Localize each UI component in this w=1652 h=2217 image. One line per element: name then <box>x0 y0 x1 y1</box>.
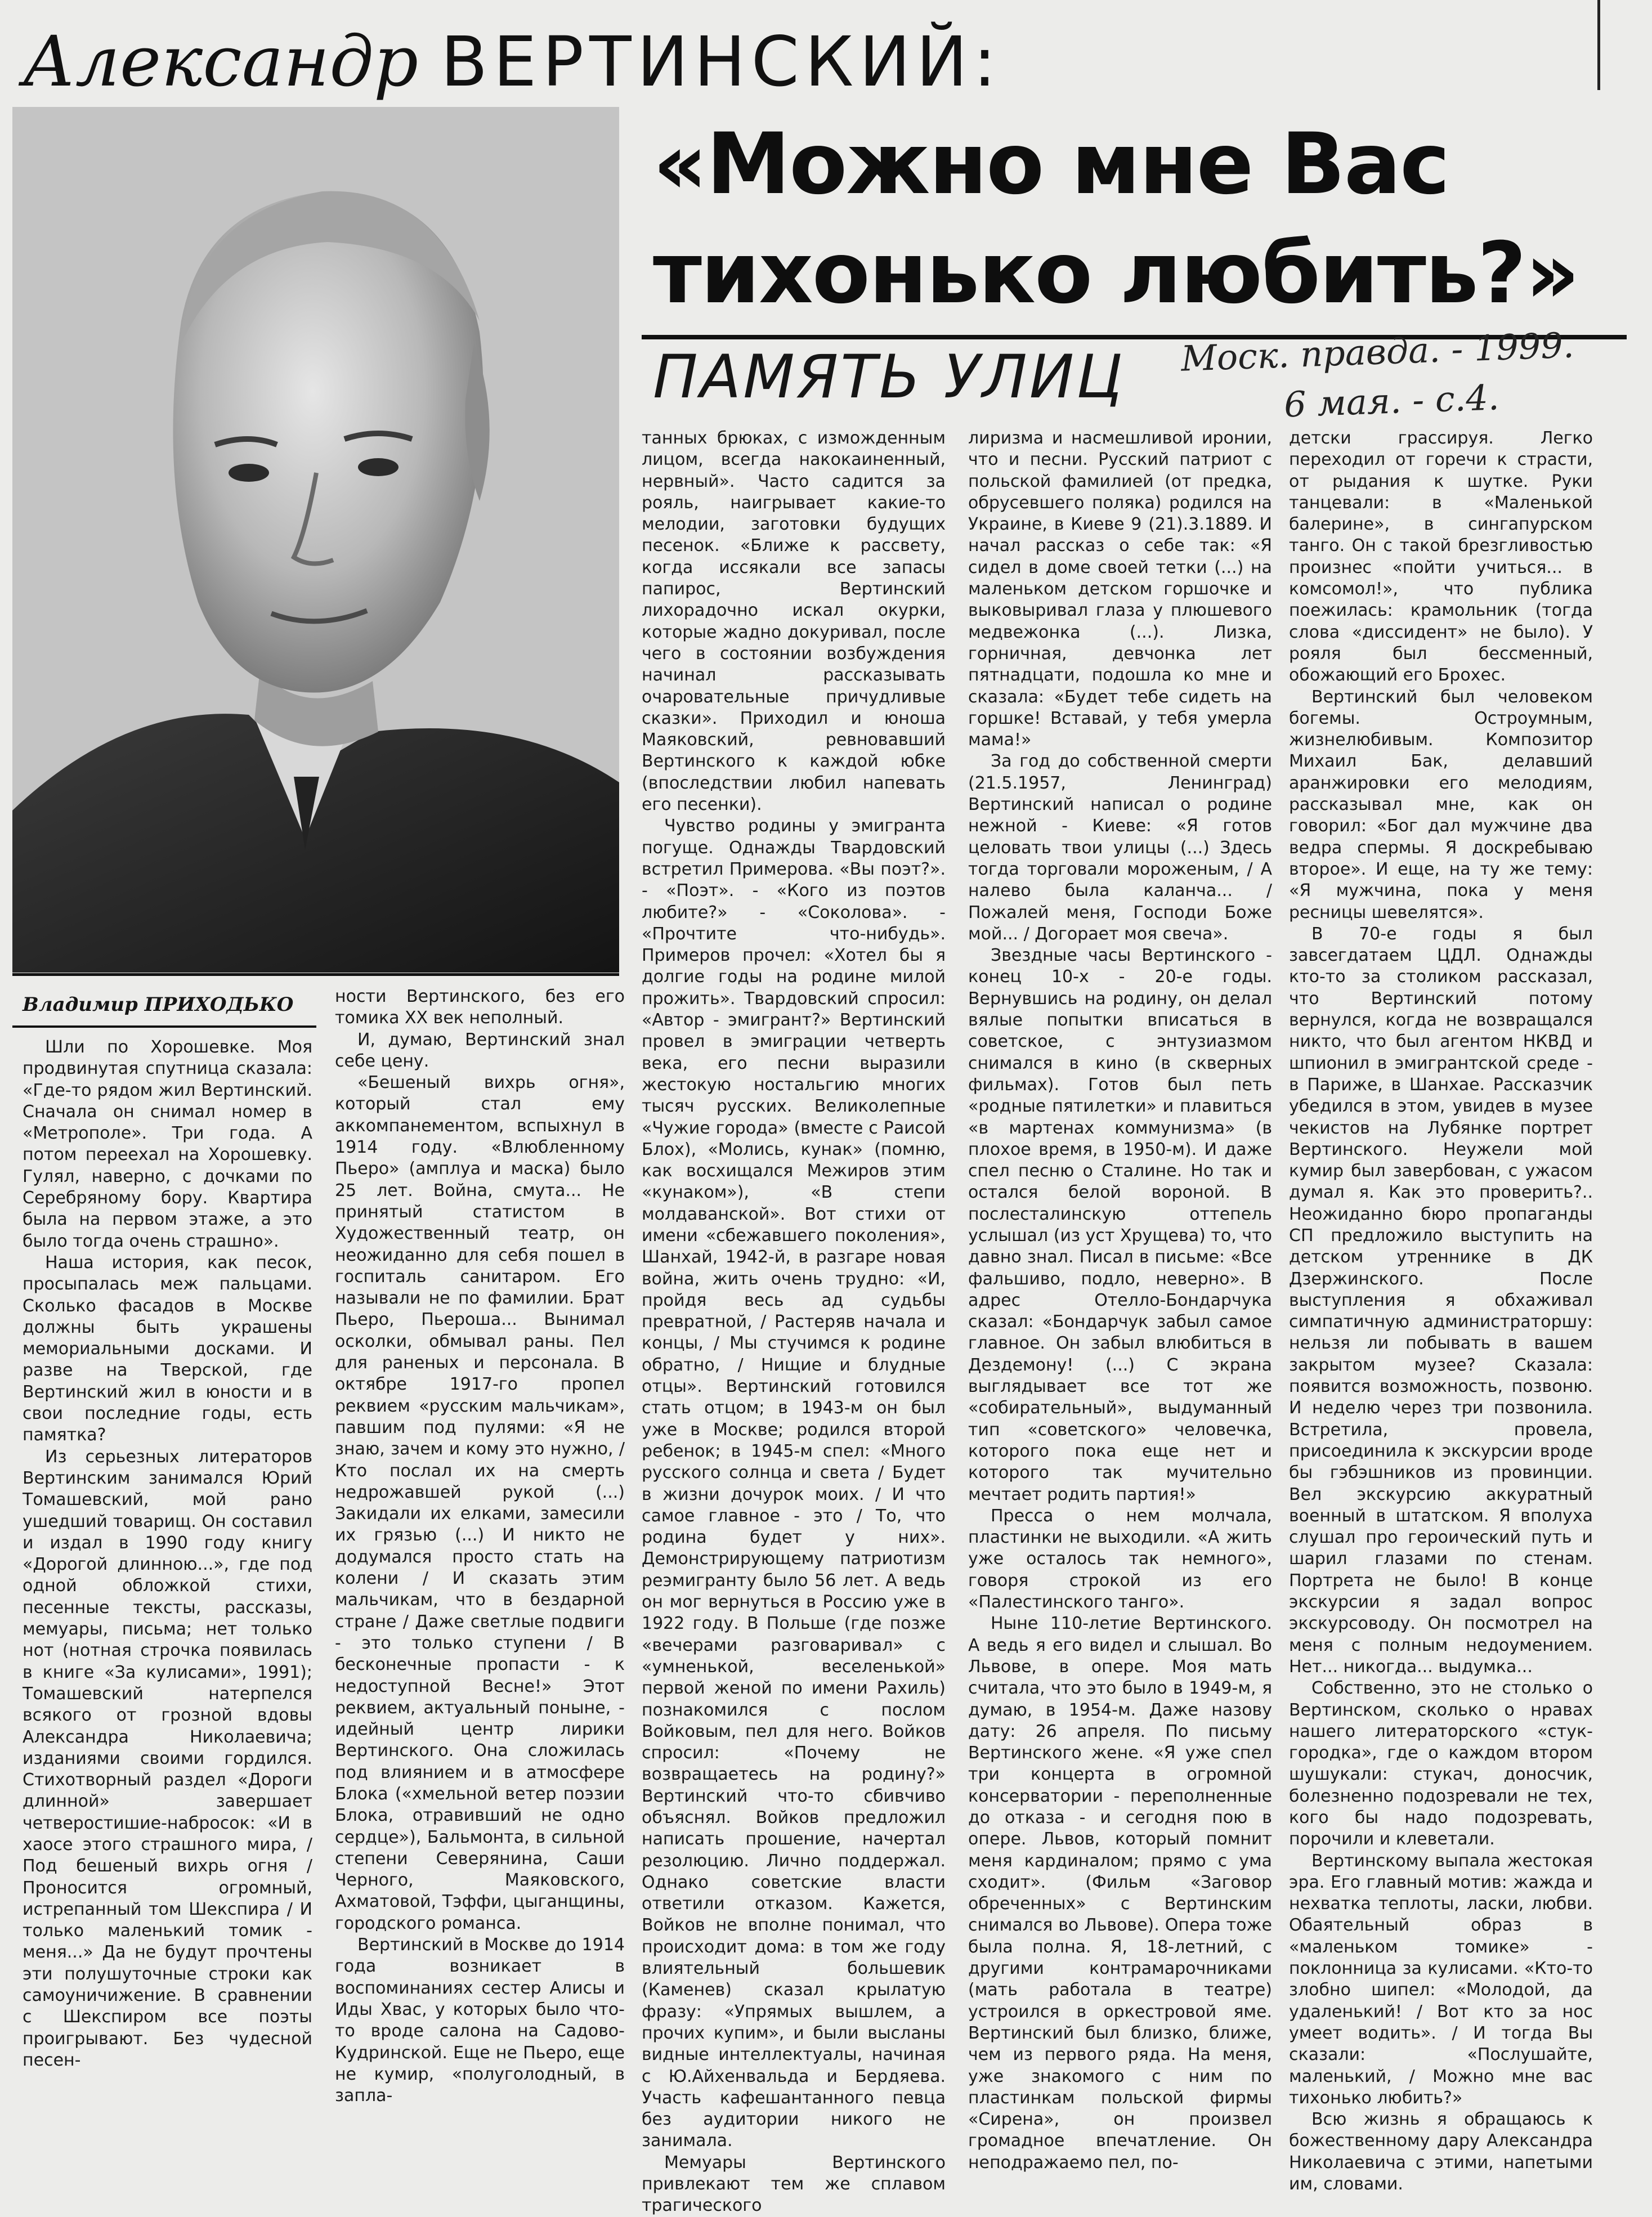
headline-line-1: «Можно мне Вас <box>653 115 1449 213</box>
kicker <box>23 11 1148 113</box>
paragraph: За год до собственной смерти (21.5.1957, Ленинград) Вертинский написал о родине нежной - Киеве: «Я готов целовать твои улицы (...) Здесь тогда торговали мороженым, / А налево была каланча... / Пожалей меня, Господи Боже мой... / Догорает моя свеча». <box>968 751 1272 944</box>
article-column-1 <box>23 1037 312 2070</box>
paragraph: Наша история, как песок, просыпалась меж пальцами. Сколько фасадов в Москве должны быть украшены мемориальными досками. И разве на Тверской, где Вертинский жил в юности и в свои последние годы, есть памятка? <box>23 1252 312 1445</box>
paragraph: лиризма и насмешливой иронии, что и песни. Русский патриот с польской фамилией (от предка, обрусевшего поляка) родился на Украине, в Киеве 9 (21).3.1889. И начал рассказ о себе так: «Я сидел в доме своей тетки (...) на маленьком детском горшочке и выковыривал глаза у плюшевого медвежонка (...). Лизка, горничная, девчонка лет пятнадцати, подошла ко мне и сказала: «Будет тебе сидеть на горшке! Вставай, у тебя умерла мама!» <box>968 428 1272 750</box>
paragraph: Звездные часы Вертинского - конец 10-х - 20-е годы. Вернувшись на родину, он делал вялые попытки вписаться в советское, с энтузиазмом снимался в кино (в скверных фильмах). Готов был петь «родные пятилетки» и плавиться «в мартенах коммунизма» (в плохое время, в 1950-м). И даже спел песню о Сталине. Но так и остался белой вороной. В послесталинскую оттепель услышал (из уст Хрущева) то, что давно знал. Писал в письме: «Все фальшиво, подло, неверно». В адрес Отелло-Бондарчука сказал: «Бондарчук забыл самое главное. Он забыл влюбиться в Дездемону! (...) С экрана выглядывает все тот же «собирательный», выдуманный тип «советского» человечка, которого пока еще нет и которого так мучительно мечтает родить партия!» <box>968 946 1272 1504</box>
byline-rule <box>12 1025 316 1028</box>
paragraph: Ныне 110-летие Вертинского. А ведь я его видел и слышал. Во Львове, в опере. Моя мать считала, что это было в 1949-м, я думаю, в 1954-м. Даже назову дату: 26 апреля. По письму Вертинского жене. «Я уже спел три концерта в огромной консерватории - переполненные до отказа - и сегодня пою в опере. Львов, который помнит меня кардиналом; прямо с ума сходит». (Фильм «Заговор обреченных» с Вертинским снимался во Львове). Опера тоже была полна. Я, 18-летний, с другими контрамарочниками (мать работала в театре) устроился в оркестровой яме. Вертинский был близко, ближе, чем из первого ряда. На меня, уже знакомого с ним по пластинкам польской фирмы «Сирена», он произвел громадное впечатление. Он неподражаемо пел, по- <box>968 1614 1272 2173</box>
paragraph: Мемуары Вертинского привлекают тем же сплавом трагического <box>642 2152 946 2216</box>
paragraph: Вертинский был человеком богемы. Остроумным, жизнелюбивым. Композитор Михаил Бак, делавший аранжировки его мелодиям, рассказывал мне, как он говорил: «Бог дал мужчине два ведра спермы. Я доскребываю второе». И еще, на ту же тему: «Я мужчина, пока у меня ресницы шевелятся». <box>1289 687 1593 922</box>
headline <box>653 110 1649 328</box>
kicker-name: Александр <box>23 21 419 102</box>
kicker-surname: ВЕРТИНСКИЙ: <box>440 22 1002 102</box>
article-column-2 <box>335 986 625 2106</box>
section-title: ПАМЯТЬ УЛИЦ <box>653 342 1125 411</box>
photo-bottom-rule <box>12 973 619 976</box>
article-column-4 <box>968 428 1272 2173</box>
handnote-line-2: 6 мая. - с.4. <box>1283 377 1500 426</box>
handnote-line-1: Моск. правда. - 1999. <box>1180 324 1575 379</box>
paragraph: танных брюках, с изможденным лицом, всегда накокаиненный, нервный». Часто садится за рояль, наигрывает какие-то мелодии, заготовки будущих песенок. «Ближе к рассвету, когда иссякали все запасы папирос, Вертинский лихорадочно искал окурки, которые жадно докуривал, после чего в состоянии возбуждения начинал рассказывать очаровательные причудливые сказки». Приходил и юноша Маяковский, ревновавший Вертинского к каждой юбке (впоследствии любил напевать его песенки). <box>642 428 946 815</box>
paragraph: детски грассируя. Легко переходил от горечи к страсти, от рыдания к шутке. Руки танцевали: в «Маленькой балерине», в сингапурском танго. Он с такой брезгливостью произнес «пойти учиться... в комсомол!», что публика поежилась: крамольник (тогда слова «диссидент» не было). У рояля был бессменный, обожающий его Брохес. <box>1289 428 1593 686</box>
paragraph: В 70-е годы я был завсегдатаем ЦДЛ. Однажды кто-то за столиком рассказал, что Вертинский потому вернулся, когда не возвращался никто, что был агентом НКВД и шпионил в эмигрантской среде - в Париже, в Шанхае. Рассказчик убедился в этом, увидев в музее чекистов на Лубянке портрет Вертинского. Неужели мой кумир был завербован, с ужасом думал я. Как это проверить?.. Неожиданно бюро пропаганды СП предложило выступить на детском утреннике в ДК Дзержинского. После выступления я обхаживал симпатичную администраторшу: нельзя ли побывать в вашем закрытом музее? Сказала: появится возможность, позвоню. И неделю через три позвонила. Встретила, провела, присоединила к экскурсии вроде бы гэбэшников из провинции. Вел экскурсию аккуратный военный в штатском. Я вполуха слушал про героический путь и шарил глазами по стенам. Портрета не было! В конце экскурсии я задал вопрос экскурсоводу. Он посмотрел на меня с полным недоумением. Нет... никогда... выдумка... <box>1289 924 1593 1677</box>
portrait-drawing <box>12 107 619 973</box>
clipping-edge-rule <box>1597 0 1600 90</box>
paragraph: ности Вертинского, без его томика XX век неполный. <box>335 987 625 1028</box>
headline-line-2: тихонько любить?» <box>653 225 1579 323</box>
paragraph: Собственно, это не столько о Вертинском, сколько о нравах нашего литераторского «стук-городка», где о каждом втором шушукали: стукач, доносчик, болезненно подозревали не тех, кого бы надо подозревать, порочили и клеветали. <box>1289 1678 1593 1849</box>
article-column-3 <box>642 428 946 2216</box>
paragraph: И, думаю, Вертинский знал себе цену. <box>335 1029 625 1071</box>
paragraph: Всю жизнь я обращаюсь к божественному дару Александра Николаевича с этими, напетыми им, словами. <box>1289 2109 1593 2194</box>
portrait-photo <box>12 107 619 973</box>
paragraph: Чувство родины у эмигранта погуще. Однажды Твардовский встретил Примерова. «Вы поэт?». - «Поэт». - «Кого из поэтов любите?» - «Соколова». - «Прочтите что-нибудь». Примеров прочел: «Хотел бы я долгие годы на родине милой прожить». Твардовский спросил: «Автор - эмигрант?» Вертинский провел в эмиграции четверть века, его песни выразили жестокую ностальгию многих тысяч русских. Великолепные «Чужие города» (вместе с Раисой Блох), «Молись, кунак» (помню, как восхищался Межиров этим «кунаком»), «В степи молдаванской». Вот стихи от имени «сбежавшего поколения», Шанхай, 1942-й, в разгаре новая война, жить очень трудно: «И, пройдя весь ад судьбы превратной, / Растеряв начала и концы, / Мы стучимся к родине обратно, / Нищие и блудные отцы». Вертинский готовился стать отцом; в 1943-м он был уже в Москве; родился второй ребенок; в 1945-м спел: «Много русского солнца и света / Будет в жизни дочурок моих. / И что самое главное - это / То, что родина будет у них». Демонстрирующему патриотизм реэмигранту было 56 лет. А ведь он мог вернуться в Россию уже в 1922 году. В Польше (где позже «вечерами разговаривал» с «умненькой, веселенькой» первой женой по имени Рахиль) познакомился с послом Войковым, пел для него. Войков спросил: «Почему не возвращаетесь на родину?» Вертинский что-то сбивчиво объяснял. Войков предложил написать прошение, начертал резолюцию. Лично поддержал. Однако советские власти ответили отказом. Кажется, Войков не вполне понимал, что происходит дома: в том же году влиятельный большевик (Каменев) сказал крылатую фразу: «Упрямых вышлем, а прочих купим», и были высланы видные интеллектуалы, начиная с Ю.Айхенвальда и Бердяева. Участь кафешантанного певца без аудитории никого не занимала. <box>642 816 946 2151</box>
paragraph: «Бешеный вихрь огня», который стал ему аккомпанементом, вспыхнул в 1914 году. «Влюбленному Пьеро» (амплуа и маска) было 25 лет. Война, смута... Не принятый статистом в Художественный театр, он неожиданно для себя пошел в госпиталь санитаром. Его называли не по фамилии. Брат Пьеро, Пьероша... Вынимал осколки, обмывал раны. Пел для раненых и персонала. В октябре 1917-го пропел реквием «русским мальчикам», павшим под пулями: «Я не знаю, зачем и кому это нужно, / Кто послал их на смерть недрожавшей рукой (...) Закидали их елками, замесили их грязью (...) И никто не додумался просто стать на колени / И сказать этим мальчикам, что в бездарной стране / Даже светлые подвиги - это только ступени / В бесконечные пропасти - к недоступной Весне!» Этот реквием, актуальный поныне, - идейный центр лирики Вертинского. Она сложилась под влиянием и в атмосфере Блока («хмельной ветер поэзии Блока, отравивший не одно сердце»), Бальмонта, в сильной степени Северянина, Саши Черного, Маяковского, Ахматовой, Тэффи, цыганщины, городского романса. <box>335 1073 625 1933</box>
author-byline: Владимир ПРИХОДЬКО <box>23 993 294 1016</box>
article-column-5 <box>1289 428 1593 2194</box>
paragraph: Пресса о нем молчала, пластинки не выходили. «А жить уже осталось так немного», говоря строкой из его «Палестинского танго». <box>968 1506 1272 1613</box>
paragraph: Вертинскому выпала жестокая эра. Его главный мотив: жажда и нехватка теплоты, ласки, любви. Обаятельный образ в «маленьком томике» - поклонница за кулисами. «Кто-то злобно шипел: «Молодой, да удаленький! / Вот кто за нос умеет водить». / И тогда Вы сказали: «Послушайте, маленький, / Можно мне вас тихонько любить?» <box>1289 1851 1593 2108</box>
paragraph: Вертинский в Москве до 1914 года возникает в воспоминаниях сестер Алисы и Иды Хвас, у которых было что-то вроде салона на Садово-Кудринской. Еще не Пьеро, еще не кумир, «полуголодный, в запла- <box>335 1935 625 2106</box>
paragraph: Шли по Хорошевке. Моя продвинутая спутница сказала: «Где-то рядом жил Вертинский. Сначала он снимал номер в «Метрополе». Три года. А потом переехал на Хорошевку. Гулял, наверно, с дочками по Серебряному бору. Квартира была на первом этаже, а это было тогда очень страшно». <box>23 1037 312 1251</box>
paragraph: Из серьезных литераторов Вертинским занимался Юрий Томашевский, мой рано ушедший товарищ. Он составил и издал в 1990 году книгу «Дорогой длинною...», где под одной обложкой стихи, песенные тексты, рассказы, мемуары, письма; нет только нот (нотная строчка появилась в книге «За кулисами», 1991); Томашевский натерпелся всякого от грозной вдовы Александра Николаевича; изданиями своими гордился. Стихотворный раздел «Дороги длинной» завершает четверостишие-набросок: «И в хаосе этого страшного мира, / Под бешеный вихрь огня / Проносится огромный, истрепанный том Шекспира / И только маленький томик - меня...» Да не будут прочтены эти полушуточные строки как самоуничижение. В сравнении с Шекспиром все поэты проигрывают. Без чудесной песен- <box>23 1446 312 2070</box>
